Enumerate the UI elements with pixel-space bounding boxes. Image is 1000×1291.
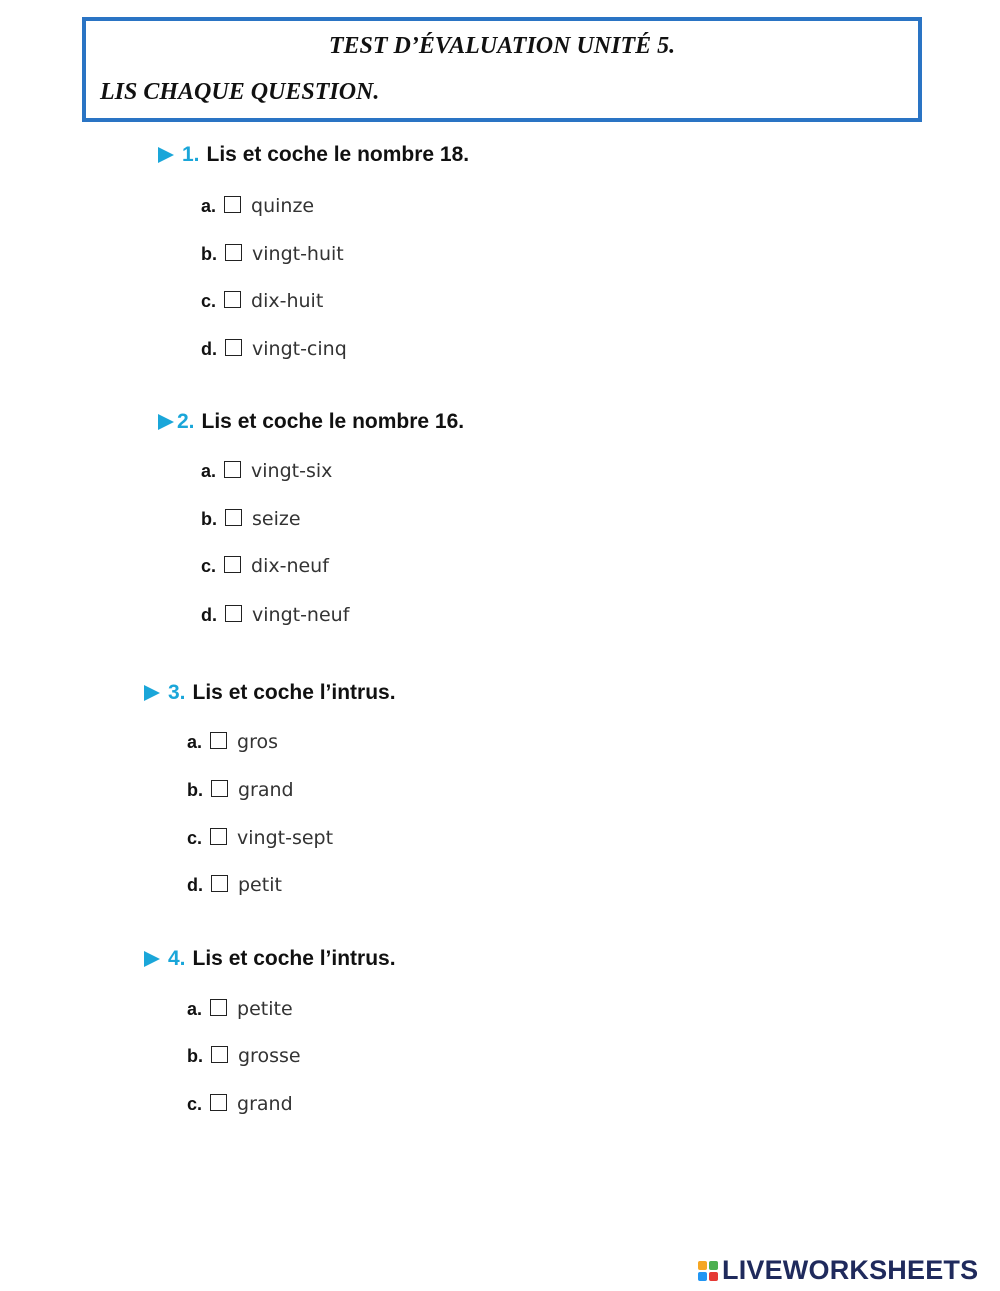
option-text: vingt-six <box>251 460 333 482</box>
q4-option-a[interactable] <box>187 998 293 1020</box>
option-text: gros <box>237 731 278 753</box>
option-text: petit <box>238 874 282 896</box>
question-text: Lis et coche le nombre 16. <box>201 410 465 433</box>
page-subtitle: LIS CHAQUE QUESTION. <box>100 79 380 105</box>
question-text: Lis et coche l’intrus. <box>192 947 396 970</box>
checkbox[interactable] <box>225 244 242 261</box>
page-title: TEST D’ÉVALUATION UNITÉ 5. <box>328 33 676 59</box>
q3-option-a[interactable] <box>187 731 278 753</box>
q1-option-a[interactable] <box>201 195 314 217</box>
option-letter: b. <box>187 1045 203 1066</box>
question-2-heading <box>158 410 464 434</box>
option-letter: c. <box>187 1093 203 1114</box>
option-letter: c. <box>201 555 217 576</box>
option-letter: b. <box>201 508 217 529</box>
option-letter: d. <box>201 338 217 359</box>
option-text: vingt-huit <box>252 243 344 265</box>
play-arrow-icon <box>158 147 174 163</box>
checkbox[interactable] <box>224 196 241 213</box>
question-1-heading <box>158 143 469 167</box>
logo-text: LIVEWORKSHEETS <box>722 1255 979 1285</box>
logo-icon <box>698 1261 718 1281</box>
checkbox[interactable] <box>225 509 242 526</box>
checkbox[interactable] <box>210 732 227 749</box>
question-number: 4. <box>168 947 186 970</box>
option-text: dix-neuf <box>251 555 329 577</box>
play-arrow-icon <box>144 685 160 701</box>
option-letter: a. <box>187 998 203 1019</box>
question-3-heading <box>144 681 396 705</box>
checkbox[interactable] <box>211 875 228 892</box>
q1-option-d[interactable] <box>201 338 347 360</box>
checkbox[interactable] <box>210 999 227 1016</box>
q2-option-a[interactable] <box>201 460 332 482</box>
liveworksheets-logo <box>698 1255 978 1286</box>
checkbox[interactable] <box>211 780 228 797</box>
option-letter: a. <box>187 731 203 752</box>
option-text: vingt-cinq <box>252 338 347 360</box>
question-text: Lis et coche le nombre 18. <box>206 143 470 166</box>
q2-option-c[interactable] <box>201 555 329 577</box>
play-arrow-icon <box>144 951 160 967</box>
q4-option-c[interactable] <box>187 1093 293 1115</box>
checkbox[interactable] <box>210 828 227 845</box>
option-text: vingt-sept <box>237 827 334 849</box>
q3-option-d[interactable] <box>187 874 282 896</box>
option-text: petite <box>237 998 293 1020</box>
option-letter: c. <box>201 290 217 311</box>
checkbox[interactable] <box>210 1094 227 1111</box>
option-text: grand <box>238 779 294 801</box>
checkbox[interactable] <box>224 291 241 308</box>
checkbox[interactable] <box>225 605 242 622</box>
q2-option-d[interactable] <box>201 604 349 626</box>
checkbox[interactable] <box>224 556 241 573</box>
question-number: 3. <box>168 681 186 704</box>
option-letter: c. <box>187 827 203 848</box>
option-letter: a. <box>201 460 217 481</box>
option-text: vingt-neuf <box>252 604 350 626</box>
option-letter: d. <box>201 604 217 625</box>
q1-option-b[interactable] <box>201 243 344 265</box>
question-number: 1. <box>182 143 200 166</box>
q4-option-b[interactable] <box>187 1045 301 1067</box>
q1-option-c[interactable] <box>201 290 323 312</box>
option-letter: d. <box>187 874 203 895</box>
option-text: grosse <box>238 1045 301 1067</box>
option-text: seize <box>252 508 301 530</box>
option-text: dix-huit <box>251 290 324 312</box>
play-arrow-icon <box>158 414 174 430</box>
option-letter: b. <box>187 779 203 800</box>
option-letter: b. <box>201 243 217 264</box>
option-letter: a. <box>201 195 217 216</box>
q3-option-c[interactable] <box>187 827 333 849</box>
q3-option-b[interactable] <box>187 779 294 801</box>
option-text: quinze <box>251 195 315 217</box>
checkbox[interactable] <box>225 339 242 356</box>
checkbox[interactable] <box>211 1046 228 1063</box>
option-text: grand <box>237 1093 293 1115</box>
question-text: Lis et coche l’intrus. <box>192 681 396 704</box>
question-number: 2. <box>177 410 195 433</box>
question-4-heading <box>144 947 396 971</box>
q2-option-b[interactable] <box>201 508 301 530</box>
checkbox[interactable] <box>224 461 241 478</box>
header-box <box>82 17 922 122</box>
